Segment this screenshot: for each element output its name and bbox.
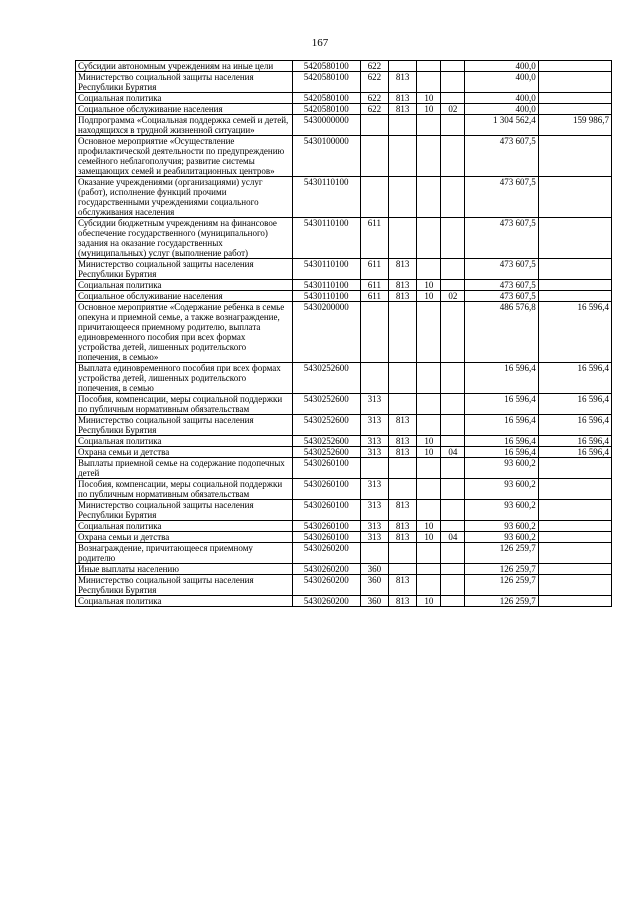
budget-table-body bbox=[76, 61, 612, 607]
table-row bbox=[76, 302, 612, 363]
cell-ministry: 813 bbox=[389, 500, 417, 521]
cell-amount: 486 576,8 bbox=[465, 302, 538, 363]
cell-amount: 473 607,5 bbox=[465, 136, 538, 177]
cell-amount-federal bbox=[538, 500, 611, 521]
cell-section bbox=[417, 564, 441, 575]
cell-ministry: 813 bbox=[389, 521, 417, 532]
cell-name: Министерство социальной защиты населения Республики Бурятия bbox=[76, 259, 293, 280]
table-row bbox=[76, 218, 612, 259]
cell-section: 10 bbox=[417, 93, 441, 104]
cell-target-code: 5430252600 bbox=[292, 447, 360, 458]
cell-subsection bbox=[441, 479, 465, 500]
cell-amount: 93 600,2 bbox=[465, 521, 538, 532]
cell-amount-federal: 16 596,4 bbox=[538, 302, 611, 363]
cell-name: Социальная политика bbox=[76, 596, 293, 607]
cell-name: Социальная политика bbox=[76, 280, 293, 291]
cell-ministry bbox=[389, 458, 417, 479]
cell-subsection bbox=[441, 93, 465, 104]
cell-amount-federal: 159 986,7 bbox=[538, 115, 611, 136]
cell-amount-federal bbox=[538, 532, 611, 543]
cell-section: 10 bbox=[417, 291, 441, 302]
cell-target-code: 5430000000 bbox=[292, 115, 360, 136]
cell-target-code: 5430252600 bbox=[292, 394, 360, 415]
cell-ministry: 813 bbox=[389, 532, 417, 543]
cell-expense-type bbox=[360, 177, 388, 218]
table-row bbox=[76, 447, 612, 458]
cell-amount: 473 607,5 bbox=[465, 177, 538, 218]
cell-name: Основное мероприятие «Содержание ребенка в семье опекуна и приемной семье, а также вознаграждение, причитающееся приемному родителю, выплата единовременного пособия при всех формах устройства детей, лишенных родительского попечения, в семью» bbox=[76, 302, 293, 363]
cell-expense-type bbox=[360, 543, 388, 564]
cell-amount: 1 304 562,4 bbox=[465, 115, 538, 136]
cell-target-code: 5420580100 bbox=[292, 72, 360, 93]
cell-section bbox=[417, 259, 441, 280]
cell-expense-type bbox=[360, 458, 388, 479]
cell-subsection bbox=[441, 363, 465, 394]
table-row bbox=[76, 394, 612, 415]
cell-expense-type: 622 bbox=[360, 72, 388, 93]
table-row bbox=[76, 136, 612, 177]
cell-name: Оказание учреждениями (организациями) услуг (работ), исполнение функций прочими государственными учреждениями социального обслуживания населения bbox=[76, 177, 293, 218]
cell-name: Пособия, компенсации, меры социальной поддержки по публичным нормативным обязательствам bbox=[76, 394, 293, 415]
cell-amount-federal: 16 596,4 bbox=[538, 436, 611, 447]
cell-name: Пособия, компенсации, меры социальной поддержки по публичным нормативным обязательствам bbox=[76, 479, 293, 500]
cell-expense-type bbox=[360, 302, 388, 363]
cell-amount-federal bbox=[538, 596, 611, 607]
cell-amount-federal bbox=[538, 93, 611, 104]
cell-section bbox=[417, 61, 441, 72]
cell-amount-federal: 16 596,4 bbox=[538, 363, 611, 394]
cell-name: Иные выплаты населению bbox=[76, 564, 293, 575]
cell-amount: 400,0 bbox=[465, 93, 538, 104]
cell-amount-federal bbox=[538, 218, 611, 259]
cell-target-code: 5430252600 bbox=[292, 436, 360, 447]
table-row bbox=[76, 280, 612, 291]
cell-subsection bbox=[441, 72, 465, 93]
cell-amount: 16 596,4 bbox=[465, 415, 538, 436]
cell-amount-federal bbox=[538, 72, 611, 93]
cell-ministry bbox=[389, 61, 417, 72]
cell-amount-federal bbox=[538, 521, 611, 532]
cell-target-code: 5430260200 bbox=[292, 564, 360, 575]
cell-target-code: 5430260200 bbox=[292, 596, 360, 607]
cell-name: Основное мероприятие «Осуществление профилактической деятельности по предупреждению семейного неблагополучия; развитие системы замещающих семей и реабилитационных центров» bbox=[76, 136, 293, 177]
cell-expense-type: 313 bbox=[360, 447, 388, 458]
cell-amount-federal: 16 596,4 bbox=[538, 415, 611, 436]
table-row bbox=[76, 575, 612, 596]
cell-subsection: 02 bbox=[441, 104, 465, 115]
cell-ministry: 813 bbox=[389, 596, 417, 607]
cell-expense-type: 611 bbox=[360, 280, 388, 291]
table-row bbox=[76, 104, 612, 115]
cell-name: Социальная политика bbox=[76, 436, 293, 447]
cell-ministry bbox=[389, 564, 417, 575]
cell-amount-federal bbox=[538, 575, 611, 596]
cell-ministry: 813 bbox=[389, 93, 417, 104]
cell-expense-type: 313 bbox=[360, 532, 388, 543]
cell-amount: 16 596,4 bbox=[465, 436, 538, 447]
cell-subsection: 02 bbox=[441, 291, 465, 302]
cell-subsection bbox=[441, 259, 465, 280]
cell-expense-type: 313 bbox=[360, 415, 388, 436]
cell-amount: 126 259,7 bbox=[465, 596, 538, 607]
cell-ministry: 813 bbox=[389, 259, 417, 280]
cell-section bbox=[417, 543, 441, 564]
cell-amount: 93 600,2 bbox=[465, 458, 538, 479]
cell-amount-federal bbox=[538, 543, 611, 564]
cell-amount: 400,0 bbox=[465, 104, 538, 115]
cell-expense-type: 360 bbox=[360, 596, 388, 607]
cell-expense-type: 622 bbox=[360, 93, 388, 104]
cell-section: 10 bbox=[417, 436, 441, 447]
cell-amount: 93 600,2 bbox=[465, 479, 538, 500]
cell-amount: 16 596,4 bbox=[465, 447, 538, 458]
cell-ministry: 813 bbox=[389, 447, 417, 458]
cell-amount-federal bbox=[538, 479, 611, 500]
cell-expense-type: 313 bbox=[360, 394, 388, 415]
cell-subsection bbox=[441, 458, 465, 479]
cell-amount-federal bbox=[538, 458, 611, 479]
cell-amount-federal bbox=[538, 259, 611, 280]
cell-expense-type bbox=[360, 363, 388, 394]
cell-section bbox=[417, 458, 441, 479]
cell-ministry bbox=[389, 302, 417, 363]
cell-subsection bbox=[441, 61, 465, 72]
cell-ministry bbox=[389, 136, 417, 177]
cell-target-code: 5430260100 bbox=[292, 458, 360, 479]
cell-expense-type: 611 bbox=[360, 218, 388, 259]
cell-name: Субсидии автономным учреждениям на иные цели bbox=[76, 61, 293, 72]
table-row bbox=[76, 436, 612, 447]
cell-name: Вознаграждение, причитающееся приемному родителю bbox=[76, 543, 293, 564]
cell-expense-type: 611 bbox=[360, 291, 388, 302]
cell-amount-federal bbox=[538, 177, 611, 218]
cell-target-code: 5420580100 bbox=[292, 104, 360, 115]
cell-target-code: 5430110100 bbox=[292, 280, 360, 291]
budget-table bbox=[75, 60, 612, 607]
cell-name: Социальная политика bbox=[76, 93, 293, 104]
table-row bbox=[76, 532, 612, 543]
cell-target-code: 5430110100 bbox=[292, 291, 360, 302]
cell-amount-federal: 16 596,4 bbox=[538, 447, 611, 458]
cell-expense-type: 313 bbox=[360, 436, 388, 447]
cell-amount: 473 607,5 bbox=[465, 280, 538, 291]
page-number: 167 bbox=[311, 37, 329, 49]
cell-amount: 473 607,5 bbox=[465, 259, 538, 280]
cell-amount-federal: 16 596,4 bbox=[538, 394, 611, 415]
cell-ministry bbox=[389, 115, 417, 136]
cell-expense-type: 611 bbox=[360, 259, 388, 280]
cell-section bbox=[417, 218, 441, 259]
cell-target-code: 5430110100 bbox=[292, 177, 360, 218]
cell-amount: 126 259,7 bbox=[465, 575, 538, 596]
table-row bbox=[76, 72, 612, 93]
cell-amount: 473 607,5 bbox=[465, 291, 538, 302]
cell-amount-federal bbox=[538, 104, 611, 115]
cell-ministry: 813 bbox=[389, 291, 417, 302]
cell-amount-federal bbox=[538, 280, 611, 291]
cell-target-code: 5430260100 bbox=[292, 532, 360, 543]
cell-amount: 400,0 bbox=[465, 72, 538, 93]
cell-ministry bbox=[389, 177, 417, 218]
cell-subsection bbox=[441, 500, 465, 521]
cell-target-code: 5430110100 bbox=[292, 218, 360, 259]
cell-section bbox=[417, 177, 441, 218]
cell-section bbox=[417, 363, 441, 394]
cell-subsection bbox=[441, 136, 465, 177]
cell-section bbox=[417, 136, 441, 177]
table-row bbox=[76, 458, 612, 479]
cell-name: Выплаты приемной семье на содержание подопечных детей bbox=[76, 458, 293, 479]
cell-amount: 16 596,4 bbox=[465, 394, 538, 415]
cell-section bbox=[417, 415, 441, 436]
cell-subsection bbox=[441, 521, 465, 532]
cell-target-code: 5430100000 bbox=[292, 136, 360, 177]
table-row bbox=[76, 259, 612, 280]
cell-subsection: 04 bbox=[441, 532, 465, 543]
cell-section bbox=[417, 479, 441, 500]
cell-subsection bbox=[441, 543, 465, 564]
table-row bbox=[76, 115, 612, 136]
cell-section bbox=[417, 500, 441, 521]
cell-section bbox=[417, 575, 441, 596]
cell-expense-type: 313 bbox=[360, 521, 388, 532]
cell-ministry bbox=[389, 394, 417, 415]
table-row bbox=[76, 177, 612, 218]
cell-subsection bbox=[441, 564, 465, 575]
cell-section bbox=[417, 302, 441, 363]
cell-section: 10 bbox=[417, 521, 441, 532]
cell-ministry: 813 bbox=[389, 104, 417, 115]
cell-ministry bbox=[389, 218, 417, 259]
cell-ministry: 813 bbox=[389, 280, 417, 291]
cell-amount-federal bbox=[538, 291, 611, 302]
cell-target-code: 5430260200 bbox=[292, 575, 360, 596]
cell-target-code: 5430260200 bbox=[292, 543, 360, 564]
table-row bbox=[76, 61, 612, 72]
cell-amount-federal bbox=[538, 61, 611, 72]
cell-amount: 16 596,4 bbox=[465, 363, 538, 394]
cell-target-code: 5430252600 bbox=[292, 415, 360, 436]
cell-name: Социальная политика bbox=[76, 521, 293, 532]
cell-section: 10 bbox=[417, 447, 441, 458]
cell-section bbox=[417, 394, 441, 415]
cell-section: 10 bbox=[417, 596, 441, 607]
table-row bbox=[76, 415, 612, 436]
cell-name: Социальное обслуживание населения bbox=[76, 104, 293, 115]
table-row bbox=[76, 363, 612, 394]
cell-name: Охрана семьи и детства bbox=[76, 532, 293, 543]
cell-amount: 93 600,2 bbox=[465, 532, 538, 543]
cell-expense-type: 313 bbox=[360, 479, 388, 500]
cell-ministry: 813 bbox=[389, 436, 417, 447]
cell-ministry: 813 bbox=[389, 575, 417, 596]
cell-subsection bbox=[441, 280, 465, 291]
cell-name: Выплата единовременного пособия при всех формах устройства детей, лишенных родительского попечения, в семью bbox=[76, 363, 293, 394]
cell-name: Социальное обслуживание населения bbox=[76, 291, 293, 302]
cell-section bbox=[417, 115, 441, 136]
cell-subsection bbox=[441, 436, 465, 447]
cell-target-code: 5430200000 bbox=[292, 302, 360, 363]
table-row bbox=[76, 521, 612, 532]
cell-ministry bbox=[389, 479, 417, 500]
cell-subsection bbox=[441, 115, 465, 136]
cell-amount-federal bbox=[538, 564, 611, 575]
cell-name: Министерство социальной защиты населения Республики Бурятия bbox=[76, 415, 293, 436]
cell-expense-type bbox=[360, 136, 388, 177]
cell-subsection: 04 bbox=[441, 447, 465, 458]
table-row bbox=[76, 291, 612, 302]
cell-section bbox=[417, 72, 441, 93]
cell-name: Подпрограмма «Социальная поддержка семей и детей, находящихся в трудной жизненной ситуации» bbox=[76, 115, 293, 136]
cell-amount: 126 259,7 bbox=[465, 564, 538, 575]
cell-target-code: 5430252600 bbox=[292, 363, 360, 394]
cell-section: 10 bbox=[417, 280, 441, 291]
cell-amount: 400,0 bbox=[465, 61, 538, 72]
cell-name: Министерство социальной защиты населения Республики Бурятия bbox=[76, 575, 293, 596]
cell-target-code: 5420580100 bbox=[292, 61, 360, 72]
cell-amount: 126 259,7 bbox=[465, 543, 538, 564]
cell-ministry bbox=[389, 543, 417, 564]
cell-subsection bbox=[441, 575, 465, 596]
cell-ministry: 813 bbox=[389, 72, 417, 93]
cell-target-code: 5430260100 bbox=[292, 500, 360, 521]
table-row bbox=[76, 93, 612, 104]
cell-subsection bbox=[441, 177, 465, 218]
cell-amount: 473 607,5 bbox=[465, 218, 538, 259]
cell-section: 10 bbox=[417, 104, 441, 115]
table-row bbox=[76, 500, 612, 521]
cell-expense-type: 622 bbox=[360, 104, 388, 115]
cell-expense-type: 360 bbox=[360, 575, 388, 596]
cell-target-code: 5430260100 bbox=[292, 521, 360, 532]
cell-expense-type: 622 bbox=[360, 61, 388, 72]
cell-amount: 93 600,2 bbox=[465, 500, 538, 521]
cell-subsection bbox=[441, 302, 465, 363]
table-row bbox=[76, 596, 612, 607]
cell-subsection bbox=[441, 596, 465, 607]
cell-subsection bbox=[441, 218, 465, 259]
cell-expense-type: 313 bbox=[360, 500, 388, 521]
cell-expense-type bbox=[360, 115, 388, 136]
cell-target-code: 5430110100 bbox=[292, 259, 360, 280]
cell-target-code: 5420580100 bbox=[292, 93, 360, 104]
cell-name: Министерство социальной защиты населения Республики Бурятия bbox=[76, 72, 293, 93]
table-row bbox=[76, 543, 612, 564]
cell-name: Министерство социальной защиты населения Республики Бурятия bbox=[76, 500, 293, 521]
cell-ministry bbox=[389, 363, 417, 394]
table-row bbox=[76, 564, 612, 575]
cell-section: 10 bbox=[417, 532, 441, 543]
cell-target-code: 5430260100 bbox=[292, 479, 360, 500]
cell-name: Субсидии бюджетным учреждениям на финансовое обеспечение государственного (муниципального) задания на оказание государственных (муниципальных) услуг (выполнение работ) bbox=[76, 218, 293, 259]
cell-expense-type: 360 bbox=[360, 564, 388, 575]
cell-name: Охрана семьи и детства bbox=[76, 447, 293, 458]
cell-ministry: 813 bbox=[389, 415, 417, 436]
cell-amount-federal bbox=[538, 136, 611, 177]
cell-subsection bbox=[441, 394, 465, 415]
cell-subsection bbox=[441, 415, 465, 436]
table-row bbox=[76, 479, 612, 500]
